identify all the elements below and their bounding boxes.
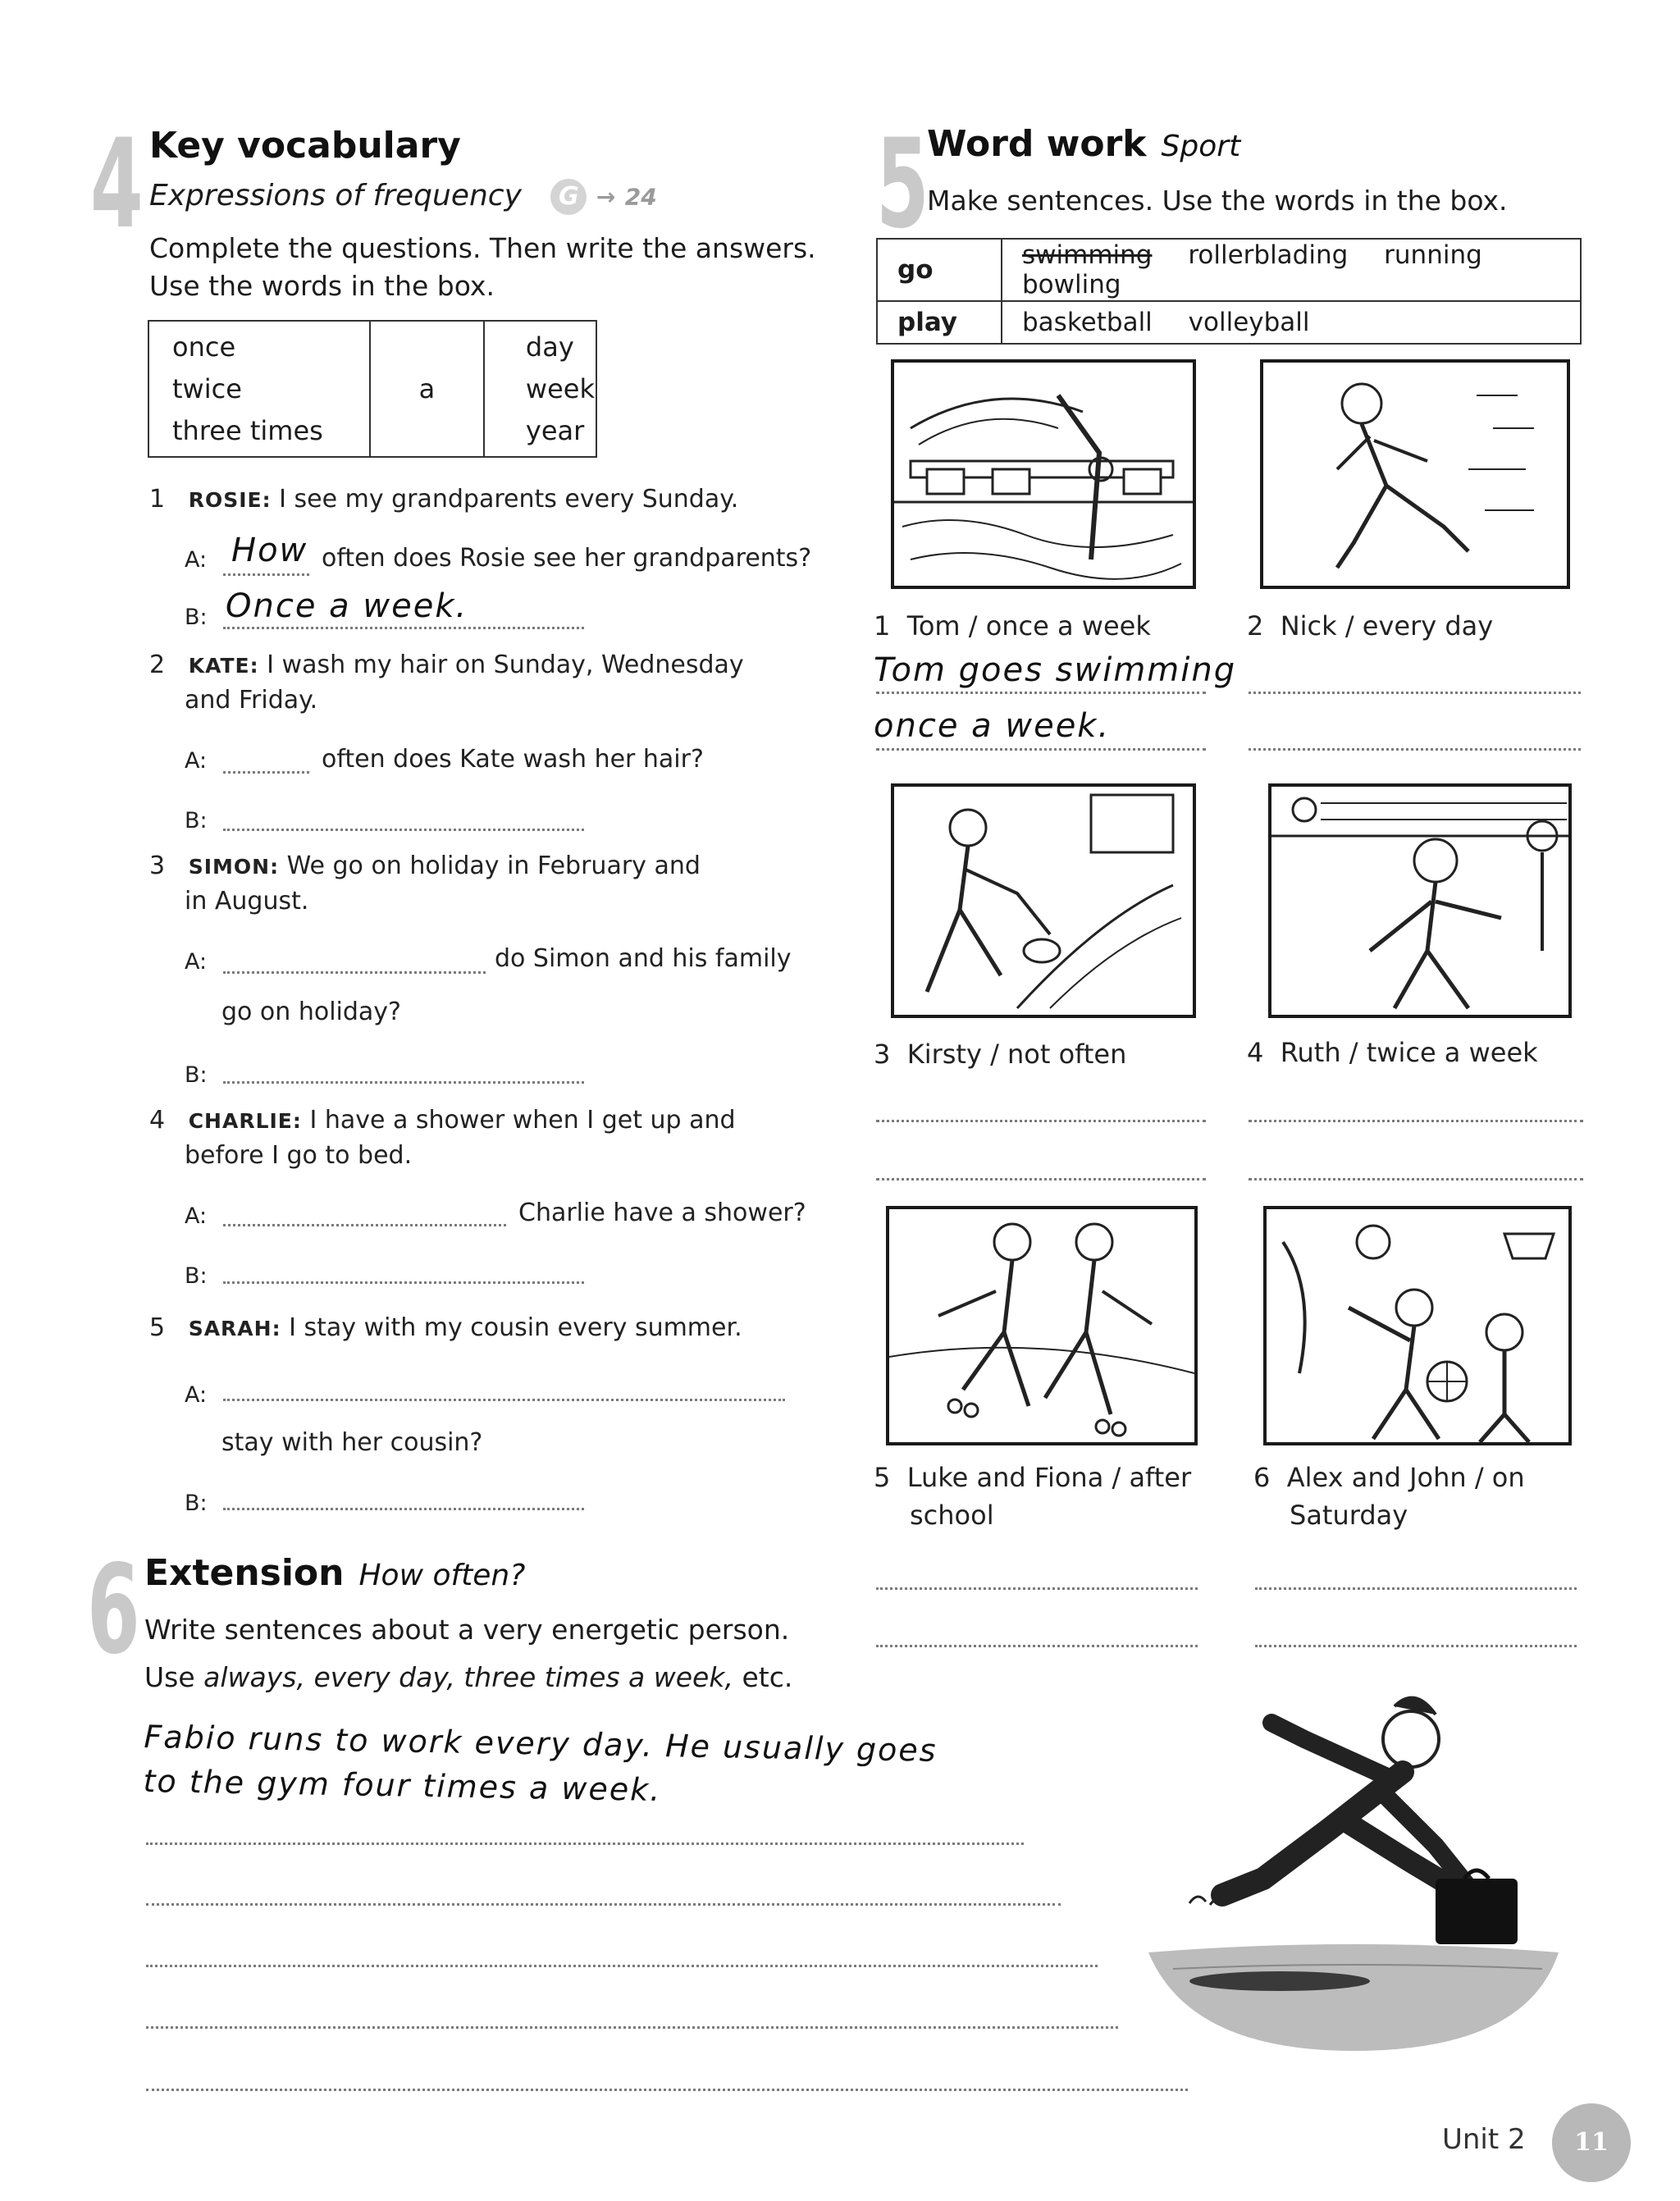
item-number: 3 xyxy=(149,852,166,880)
subtitle-text: Expressions of frequency xyxy=(149,179,522,212)
item-5-a-label: A: xyxy=(185,1382,208,1408)
item-4-b-blank[interactable] xyxy=(223,1281,584,1284)
prompt-4-blank-1[interactable] xyxy=(1249,1120,1583,1122)
item-1-a-label: A: xyxy=(185,547,208,573)
prompt-text: Luke and Fiona / after xyxy=(906,1462,1192,1493)
item-3-a-text-2: go on holiday? xyxy=(221,998,401,1026)
word-volleyball: volleyball xyxy=(1188,308,1310,337)
prompt-5-blank-2[interactable] xyxy=(876,1645,1198,1647)
section-title xyxy=(927,123,1240,165)
prompt-5-blank-1[interactable] xyxy=(876,1587,1198,1590)
question-item-4 xyxy=(149,1103,736,1173)
prompt-3-blank-1[interactable] xyxy=(876,1120,1206,1122)
item-4-line-2: before I go to bed. xyxy=(185,1141,413,1170)
picture-bowling xyxy=(891,783,1196,1018)
prompt-2-blank-1[interactable] xyxy=(1249,692,1581,694)
item-3-a-blank[interactable] xyxy=(223,971,486,974)
item-1-b-label: B: xyxy=(185,605,208,630)
item-3-line-2: in August. xyxy=(185,887,309,916)
page-number-badge xyxy=(1552,2103,1631,2182)
speaker-name: SIMON: xyxy=(188,855,280,879)
item-4-line-1 xyxy=(149,1103,736,1139)
item-1-a-text: often does Rosie see her grandparents? xyxy=(322,544,812,573)
item-2-a-text: often does Kate wash her hair? xyxy=(322,745,704,774)
question-item-2 xyxy=(149,648,744,718)
section-number-6: 6 xyxy=(87,1539,140,1682)
writing-line-3[interactable] xyxy=(146,1965,1098,1967)
prompt-6-blank-2[interactable] xyxy=(1255,1645,1577,1647)
speaker-statement: I see my grandparents every Sunday. xyxy=(279,485,739,514)
basketball-illustration xyxy=(1267,1209,1568,1442)
prompt-1-blank-2[interactable] xyxy=(876,748,1206,751)
item-4-a-text: Charlie have a shower? xyxy=(518,1199,806,1227)
item-number: 1 xyxy=(149,485,166,514)
word-box-word: a xyxy=(418,373,436,404)
item-4-a-blank[interactable] xyxy=(223,1224,506,1226)
example-line-1: Fabio runs to work every day. He usually goes xyxy=(144,1718,938,1769)
verb-cell xyxy=(877,239,1002,301)
item-number: 4 xyxy=(149,1106,166,1135)
verb-play: play xyxy=(897,308,957,337)
item-2-b-label: B: xyxy=(185,808,208,833)
word-box-column-3 xyxy=(484,321,596,457)
word-rollerblading: rollerblading xyxy=(1188,240,1349,270)
instruction-prefix: Use xyxy=(144,1661,195,1693)
page-number: 11 xyxy=(1574,2128,1609,2157)
item-3-b-blank[interactable] xyxy=(223,1081,584,1084)
prompt-6-blank-1[interactable] xyxy=(1255,1587,1577,1590)
prompt-number: 3 xyxy=(874,1039,891,1070)
prompt-6-line-2: Saturday xyxy=(1290,1500,1408,1531)
prompt-text: Kirsty / not often xyxy=(906,1039,1127,1070)
speaker-name: CHARLIE: xyxy=(188,1109,302,1133)
prompt-6 xyxy=(1253,1459,1525,1534)
item-5-a-text-2: stay with her cousin? xyxy=(221,1428,483,1457)
item-1-b-answer[interactable]: Once a week. xyxy=(226,587,468,625)
word-box-sport xyxy=(876,238,1582,345)
prompt-5-line-2: school xyxy=(910,1500,994,1531)
instruction-examples: always, every day, three times a week, xyxy=(203,1661,733,1693)
item-5-a-blank[interactable] xyxy=(223,1399,785,1401)
prompt-6-line-1 xyxy=(1253,1459,1525,1496)
word-box-word: twice xyxy=(172,372,242,404)
prompt-4 xyxy=(1247,1034,1538,1071)
words-cell xyxy=(1002,301,1581,344)
prompt-text: Tom / once a week xyxy=(906,610,1151,642)
item-4-a-label: A: xyxy=(185,1203,208,1229)
prompt-5-line-1 xyxy=(874,1459,1191,1496)
section-subtitle: How often? xyxy=(358,1559,526,1592)
item-2-a-blank[interactable] xyxy=(223,771,309,774)
section-number-4: 4 xyxy=(90,113,144,256)
prompt-number: 6 xyxy=(1253,1462,1271,1493)
prompt-number: 4 xyxy=(1247,1037,1264,1068)
section-number-5: 5 xyxy=(876,113,929,256)
question-item-3 xyxy=(149,849,701,919)
example-line-2: to the gym four times a week. xyxy=(143,1762,662,1809)
word-bowling: bowling xyxy=(1022,270,1121,299)
item-3-a-text: do Simon and his family xyxy=(495,944,792,973)
item-3-line-1 xyxy=(149,849,701,884)
item-1-b-blank[interactable] xyxy=(223,627,584,629)
instruction xyxy=(149,230,816,305)
item-2-line-2: and Friday. xyxy=(185,686,318,715)
word-box-frequency xyxy=(148,320,597,458)
word-box-word: week xyxy=(525,372,595,404)
word-box-word: once xyxy=(172,331,236,363)
prompt-text: Nick / every day xyxy=(1280,610,1494,642)
word-swimming: swimming xyxy=(1022,240,1153,270)
instruction-suffix: etc. xyxy=(742,1661,793,1693)
item-number: 5 xyxy=(149,1313,166,1342)
prompt-number: 5 xyxy=(874,1462,891,1493)
section-subtitle: Sport xyxy=(1161,130,1241,163)
prompt-number: 1 xyxy=(874,610,891,642)
word-box-word: three times xyxy=(172,414,323,446)
volleyball-illustration xyxy=(1271,787,1568,1015)
item-5-b-label: B: xyxy=(185,1491,208,1516)
prompt-5 xyxy=(874,1459,1191,1534)
item-1-a-answer[interactable]: How xyxy=(231,532,308,569)
item-1-a-blank[interactable] xyxy=(223,573,309,576)
word-running: running xyxy=(1384,240,1482,270)
grammar-reference-number: 24 xyxy=(624,183,657,211)
prompt-1 xyxy=(874,607,1151,645)
runner-illustration xyxy=(1263,363,1567,586)
item-4-b-label: B: xyxy=(185,1263,208,1289)
grammar-reference-icon[interactable]: G xyxy=(550,179,587,215)
section-title-text: Extension xyxy=(144,1552,345,1594)
item-3-a-label: A: xyxy=(185,949,208,975)
section-subtitle xyxy=(149,179,657,215)
picture-running xyxy=(1260,359,1570,589)
section-title xyxy=(144,1552,525,1594)
item-5-b-blank[interactable] xyxy=(223,1508,584,1510)
instruction-line-1: Complete the questions. Then write the answers. xyxy=(149,232,816,264)
businessman-running-illustration xyxy=(1140,1690,1567,2051)
picture-swimming xyxy=(891,359,1196,589)
instruction-line-2: Use the words in the box. xyxy=(149,270,495,302)
prompt-1-blank-1[interactable] xyxy=(876,692,1206,694)
item-3-b-label: B: xyxy=(185,1062,208,1088)
instruction-line-2 xyxy=(144,1654,792,1701)
grammar-reference-arrow-icon: → xyxy=(596,183,616,211)
prompt-3 xyxy=(874,1035,1126,1073)
prompt-3-blank-2[interactable] xyxy=(876,1178,1206,1180)
word-basketball: basketball xyxy=(1022,308,1153,337)
verb-cell xyxy=(877,301,1002,344)
word-box-column-1 xyxy=(148,321,370,457)
word-box-word: year xyxy=(525,414,585,446)
instruction-line-1: Write sentences about a very energetic person. xyxy=(144,1614,790,1646)
prompt-text: Ruth / twice a week xyxy=(1280,1037,1538,1068)
speaker-name: SARAH: xyxy=(188,1317,281,1340)
prompt-4-blank-2[interactable] xyxy=(1249,1178,1583,1180)
picture-rollerblading xyxy=(886,1206,1198,1445)
question-item-5 xyxy=(149,1311,742,1346)
word-box-column-2 xyxy=(370,321,484,457)
unit-label: Unit 2 xyxy=(1442,2123,1526,2156)
picture-volleyball xyxy=(1268,783,1572,1018)
writing-line-2[interactable] xyxy=(146,1903,1061,1906)
prompt-2 xyxy=(1247,607,1493,645)
writing-line-5[interactable] xyxy=(146,2089,1188,2091)
question-item-1 xyxy=(149,482,738,518)
picture-basketball xyxy=(1263,1206,1572,1445)
speaker-statement: I have a shower when I get up and xyxy=(309,1106,736,1135)
instruction: Make sentences. Use the words in the box. xyxy=(927,185,1508,217)
section-title: Key vocabulary xyxy=(149,125,461,167)
item-2-a-label: A: xyxy=(185,748,208,774)
speaker-name: KATE: xyxy=(188,654,259,678)
speaker-statement: I stay with my cousin every summer. xyxy=(289,1313,742,1342)
prompt-1-answer-line-2[interactable]: once a week. xyxy=(874,707,1111,745)
prompt-1-answer-line-1[interactable]: Tom goes swimming xyxy=(874,651,1237,689)
writing-line-4[interactable] xyxy=(146,2026,1118,2029)
bowler-illustration xyxy=(894,787,1193,1015)
item-number: 2 xyxy=(149,651,166,679)
words-cell xyxy=(1002,239,1581,301)
writing-line-1[interactable] xyxy=(146,1843,1024,1845)
example-answer xyxy=(143,1715,938,1817)
diver-illustration xyxy=(894,363,1193,586)
speaker-statement: We go on holiday in February and xyxy=(286,852,701,880)
rollerbladers-illustration xyxy=(889,1209,1194,1442)
verb-go: go xyxy=(897,255,934,285)
prompt-text: Alex and John / on xyxy=(1286,1462,1525,1493)
prompt-number: 2 xyxy=(1247,610,1264,642)
section-title-text: Word work xyxy=(927,123,1147,165)
prompt-2-blank-2[interactable] xyxy=(1249,748,1581,751)
instruction xyxy=(144,1606,792,1701)
word-box-word: day xyxy=(525,331,574,363)
item-2-line-1 xyxy=(149,648,744,683)
speaker-statement: I wash my hair on Sunday, Wednesday xyxy=(267,651,744,679)
speaker-name: ROSIE: xyxy=(188,488,272,512)
item-2-b-blank[interactable] xyxy=(223,829,584,831)
